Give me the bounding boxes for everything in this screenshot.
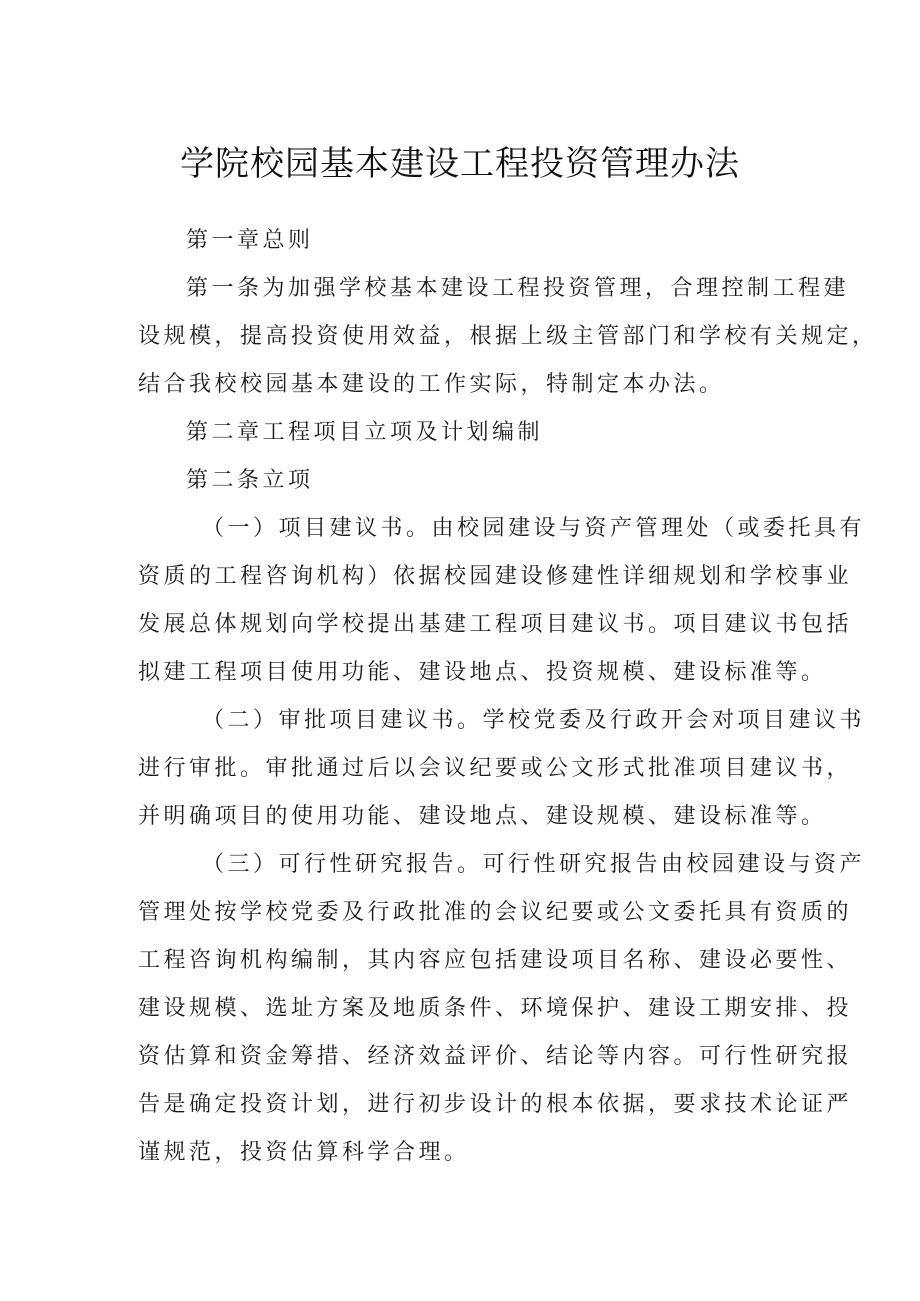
chapter-heading-2: 第二章工程项目立项及计划编制 xyxy=(186,420,544,445)
paragraph-line: 管理处按学校党委及行政批准的会议纪要或公文委托具有资质的 xyxy=(138,900,853,925)
paragraph-line: 第一条为加强学校基本建设工程投资管理，合理控制工程建 xyxy=(186,276,850,301)
paragraph-line: 结合我校校园基本建设的工作实际，特制定本办法。 xyxy=(138,372,725,397)
paragraph-line: 并明确项目的使用功能、建设地点、建设规模、建设标准等。 xyxy=(138,804,827,829)
paragraph-line: 谨规范，投资估算科学合理。 xyxy=(138,1140,470,1165)
paragraph-line: 告是确定投资计划，进行初步设计的根本依据，要求技术论证严 xyxy=(138,1092,853,1117)
article-heading: 第二条立项 xyxy=(186,468,314,493)
paragraph-line: 进行审批。审批通过后以会议纪要或公文形式批准项目建议书， xyxy=(138,756,853,781)
paragraph-line: （一）项目建议书。由校园建设与资产管理处（或委托具有 xyxy=(202,516,866,541)
paragraph-line: 拟建工程项目使用功能、建设地点、投资规模、建设标准等。 xyxy=(138,660,827,685)
chapter-heading-1: 第一章总则 xyxy=(186,228,314,253)
document-title: 学院校园基本建设工程投资管理办法 xyxy=(180,144,740,184)
paragraph-line: 资估算和资金筹措、经济效益评价、结论等内容。可行性研究报 xyxy=(138,1044,853,1069)
paragraph-line: 资质的工程咨询机构）依据校园建设修建性详细规划和学校事业 xyxy=(138,564,853,589)
paragraph-line: 设规模，提高投资使用效益，根据上级主管部门和学校有关规定， xyxy=(138,324,878,349)
paragraph-line: 发展总体规划向学校提出基建工程项目建议书。项目建议书包括 xyxy=(138,612,853,637)
paragraph-line: 建设规模、选址方案及地质条件、环境保护、建设工期安排、投 xyxy=(138,996,853,1021)
paragraph-line: （二）审批项目建议书。学校党委及行政开会对项目建议书 xyxy=(202,708,866,733)
paragraph-line: 工程咨询机构编制，其内容应包括建设项目名称、建设必要性、 xyxy=(138,948,853,973)
paragraph-line: （三）可行性研究报告。可行性研究报告由校园建设与资产 xyxy=(202,852,866,877)
